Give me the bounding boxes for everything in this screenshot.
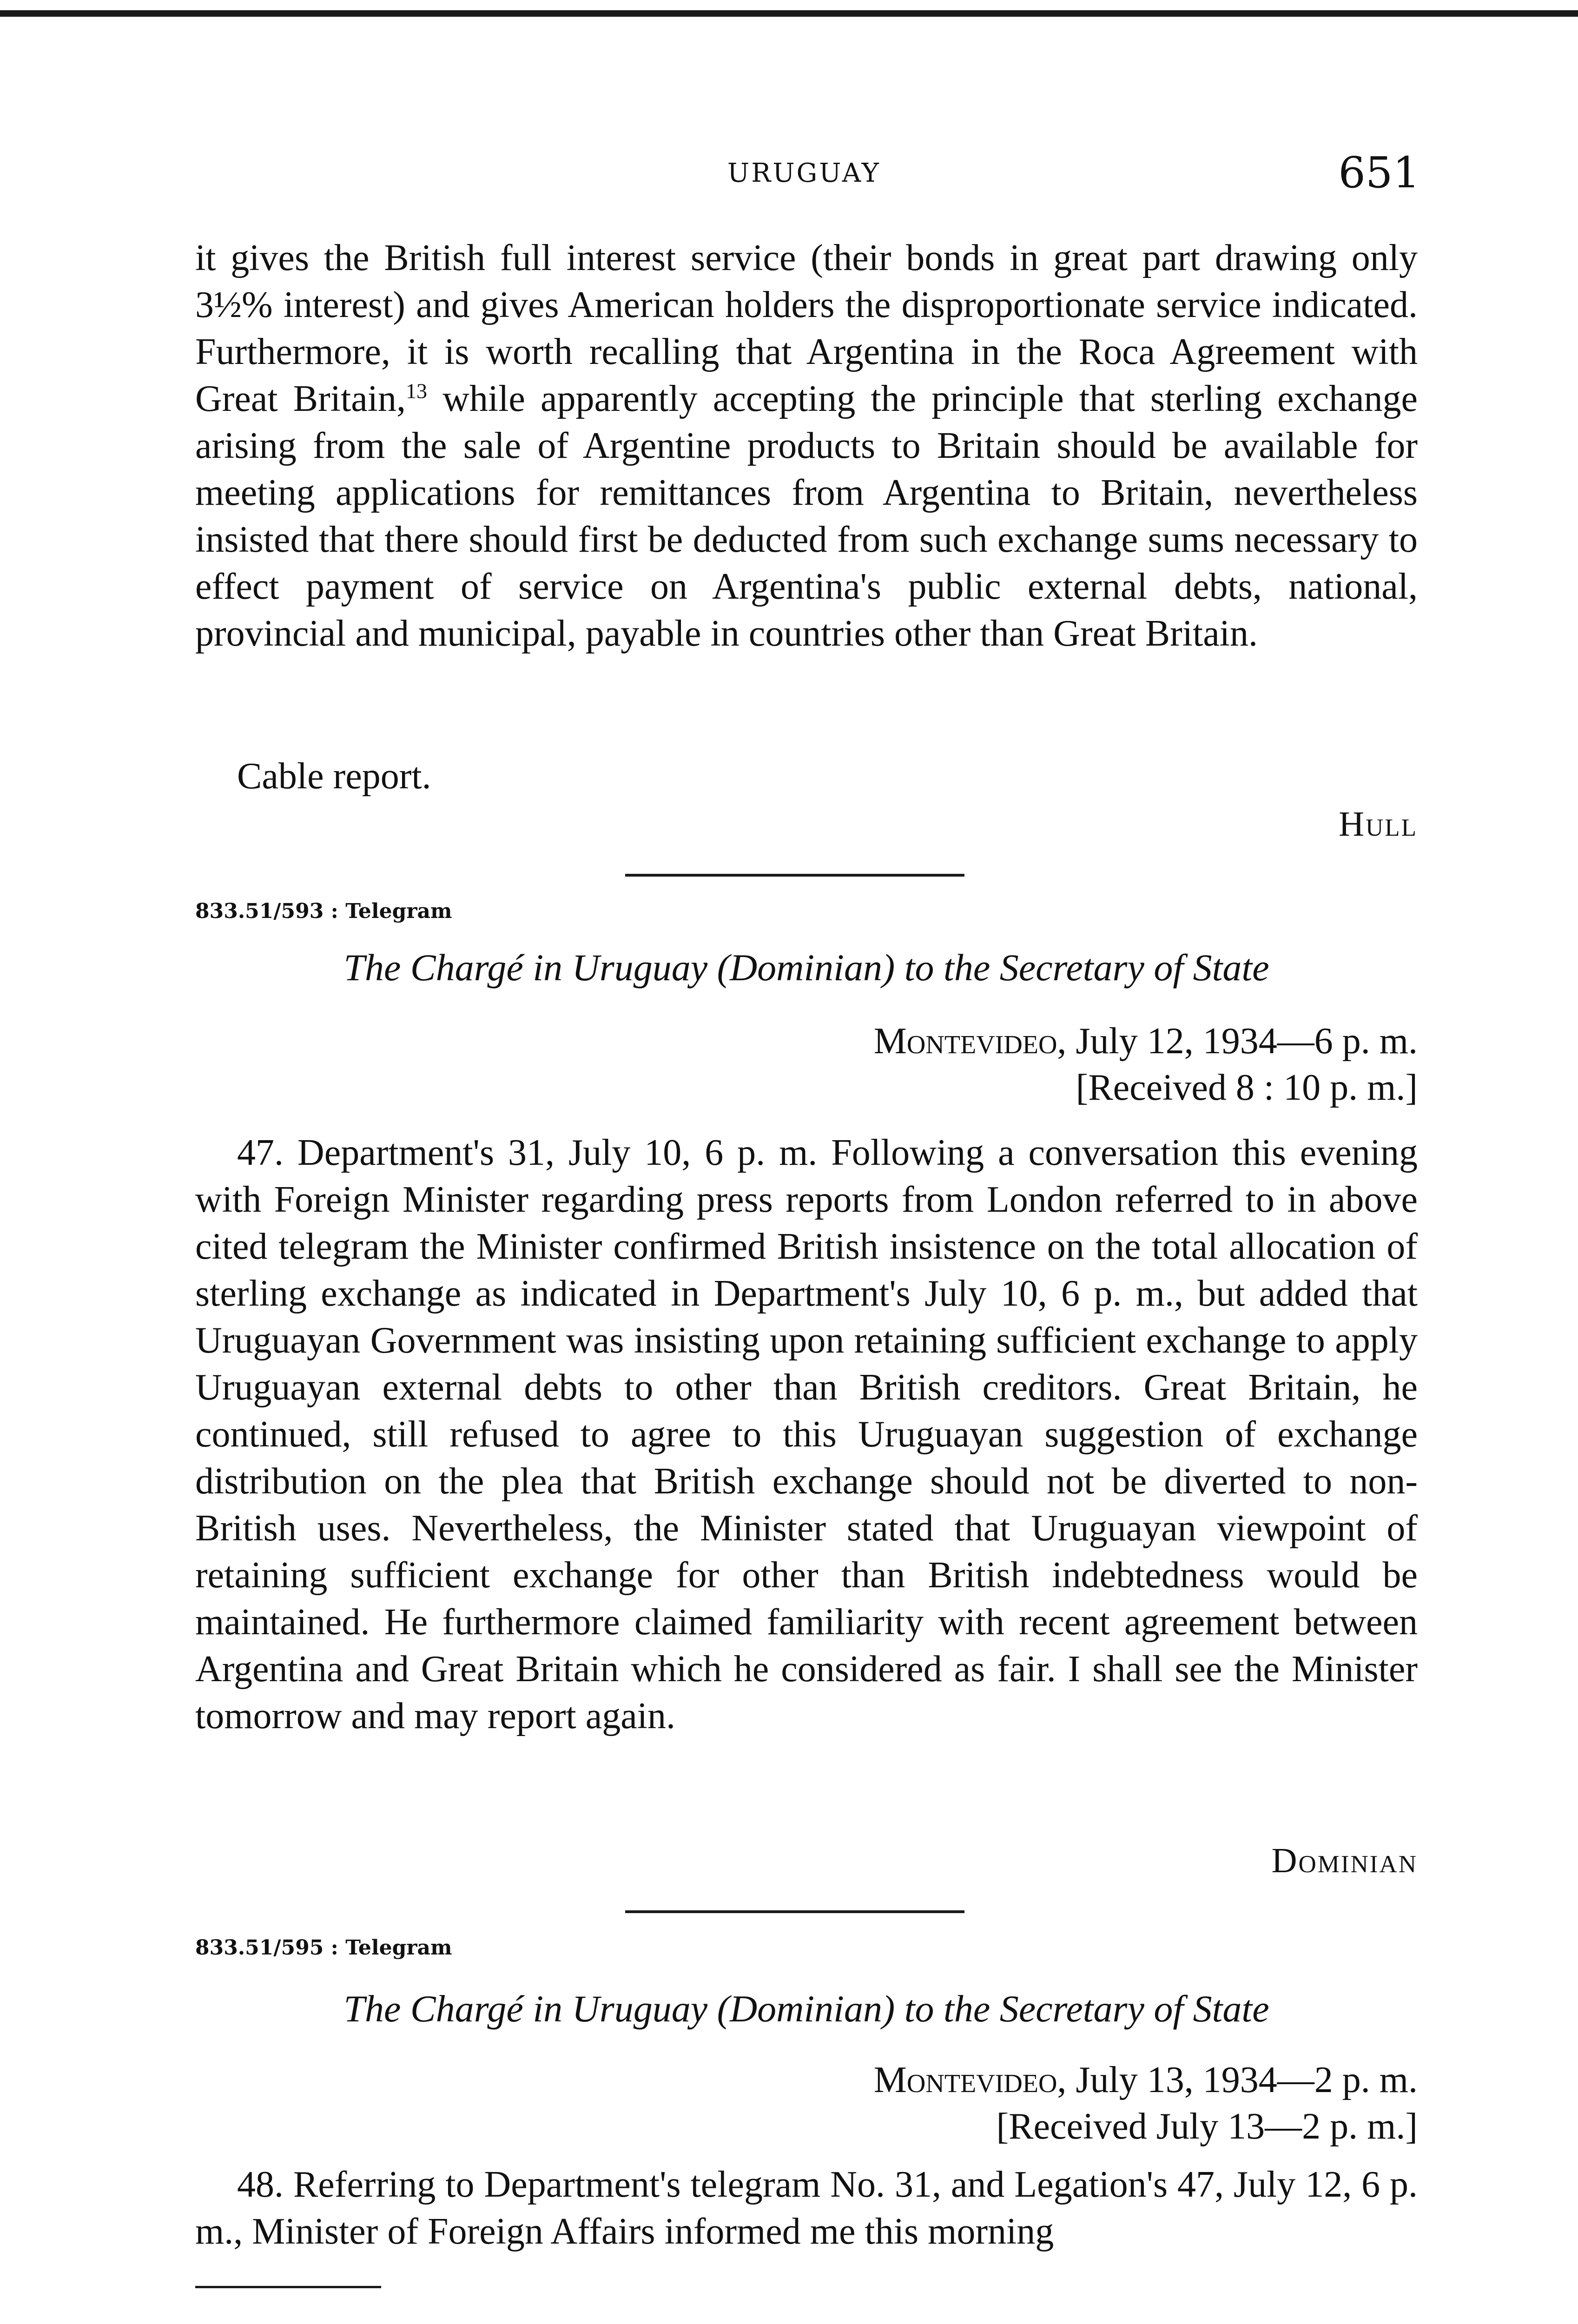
section-divider [625, 1910, 964, 1913]
telegram-47-body: 47. Department's 31, July 10, 6 p. m. Following a conversation this evening with Foreign Minister regarding press reports from London referred to in above cited telegram the Minister confirmed British insistence on the total allocation of sterling exchange as indicated in Department's July 10, 6 p. m., but added that Uruguayan Government was insisting upon retaining sufficient exchange to apply Uruguayan external debts to other than British creditors. Great Britain, he continued, still refused to agree to this Uruguayan suggestion of exchange distribution on the plea that British exchange should not be diverted to non-British uses. Nevertheless, the Minister stated that Uruguayan viewpoint of retaining sufficient exchange for other than British indebtedness would be maintained. He furthermore claimed familiarity with recent agreement between Argentina and Great Britain which he considered as fair. I shall see the Minister tomorrow and may report again. [195, 1132, 1418, 1736]
document-heading-2: The Chargé in Uruguay (Dominian) to the Secretary of State [343, 1987, 1269, 2030]
date-time: July 13, 1934—2 p. m. [1076, 2060, 1418, 2100]
file-reference-595: 833.51/595 : Telegram [195, 1936, 452, 1960]
page-number: 651 [1338, 148, 1420, 198]
signature-hull: Hull [1339, 805, 1418, 844]
document-heading-1: The Chargé in Uruguay (Dominian) to the Secretary of State [343, 946, 1269, 989]
received-line-2: [Received July 13—2 p. m.] [996, 2106, 1418, 2147]
dateline-2 [874, 2059, 1418, 2101]
file-reference-593: 833.51/593 : Telegram [195, 899, 452, 923]
section-divider [625, 874, 964, 877]
place-name: Montevideo, [873, 2060, 1067, 2100]
date-time: July 12, 1934—6 p. m. [1076, 1021, 1418, 1062]
signature-dominian: Dominian [1271, 1841, 1418, 1880]
continuation-text-after: while apparently accepting the principle that sterling exchange arising from the sale of Argentine products to Britain should be available for meeting applications for remittances from Argentina to Britain, nevertheless insisted that there should first be deducted from such exchange sums necessary to effect payment of service on Argentina's public external debts, national, provincial and municipal, payable in countries other than Great Britain. [195, 378, 1418, 654]
closing-line: Cable report. [237, 756, 431, 797]
continuation-paragraph [195, 235, 1418, 657]
telegram-48-body: 48. Referring to Department's telegram No. 31, and Legation's 47, July 12, 6 p. m., Minister of Foreign Affairs informed me this morning [195, 2164, 1418, 2252]
place-name: Montevideo, [873, 1021, 1067, 1062]
running-head: URUGUAY [727, 158, 881, 188]
top-border-rule [0, 10, 1578, 17]
dateline-1 [874, 1020, 1418, 1063]
footnote-reference[interactable]: 13 [406, 379, 427, 403]
received-line-1: [Received 8 : 10 p. m.] [1076, 1067, 1418, 1108]
continuation-text: it gives the British full interest service (their bonds in great part drawing only 3½% interest) and gives American holders the disproportionate service indicated. Furthermore, it is worth recalling that Argentina in the Roca Agreement with Great Britain, [195, 238, 1418, 419]
footnote-rule [195, 2286, 381, 2288]
